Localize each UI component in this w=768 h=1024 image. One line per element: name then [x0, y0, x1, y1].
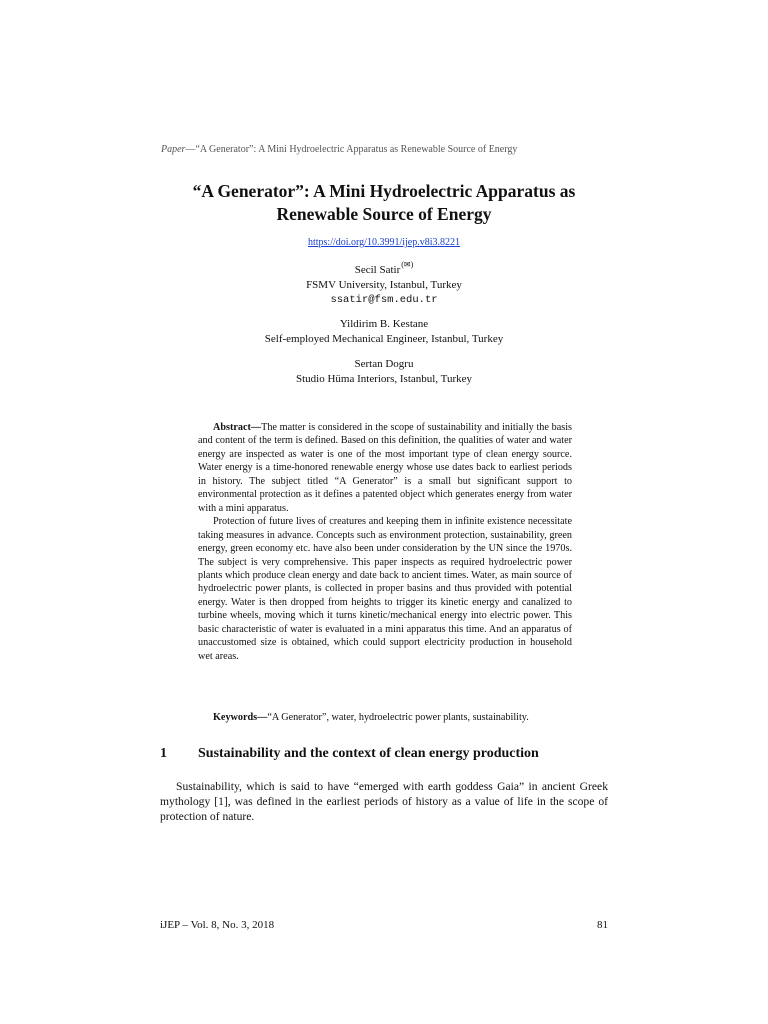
abstract	[198, 421, 572, 663]
section-paragraph: Sustainability, which is said to have “emerged with earth goddess Gaia” in ancient Greek mythology [1], was defined in the earliest periods of history as a value of life in the scope of protection of nature.	[160, 780, 608, 824]
author-2	[184, 317, 584, 347]
abstract-paragraph-1	[198, 421, 572, 515]
abstract-text-1: The matter is considered in the scope of sustainability and initially the basis and content of the term is defined. Based on this definition, the qualities of water and water energy are inspected as water is one of the most important type of clean energy source. Water energy is a time-honored renewable energy whose use dates back to earliest periods in history. The subject titled “A Generator” is a small but significant support to environmental protection as it defines a patented object which generates energy from water with a mini apparatus.	[198, 422, 572, 514]
author-1	[184, 260, 584, 308]
envelope-icon: (✉)	[401, 260, 414, 269]
paper-title-line-2: Renewable Source of Energy	[276, 204, 492, 224]
author-1-email[interactable]: ssatir@fsm.edu.tr	[330, 294, 438, 306]
paper-title	[120, 180, 648, 226]
section-heading	[160, 746, 620, 762]
author-1-name: Secil Satir	[354, 264, 401, 276]
doi	[200, 237, 568, 248]
section-body	[160, 779, 608, 825]
doi-link[interactable]: https://doi.org/10.3991/ijep.v8i3.8221	[307, 237, 461, 248]
footer-page-number: 81	[597, 919, 608, 931]
author-3-name: Sertan Dogru	[354, 358, 414, 370]
keywords-text: “A Generator”, water, hydroelectric power plants, sustainability.	[267, 712, 529, 723]
abstract-label: Abstract—	[213, 422, 262, 433]
running-head-text: —“A Generator”: A Mini Hydroelectric Apparatus as Renewable Source of Energy	[185, 144, 518, 155]
running-head	[161, 144, 641, 155]
author-1-affiliation: FSMV University, Istanbul, Turkey	[306, 279, 462, 291]
paper-title-line-1: “A Generator”: A Mini Hydroelectric Apparatus as	[192, 181, 576, 201]
author-3	[184, 357, 584, 387]
abstract-paragraph-2: Protection of future lives of creatures and keeping them in infinite existence necessitate taking measures in advance. Concepts such as environment protection, sustainability, green energy, green economy etc. have also been under consideration by the UN since the 1970s. The subject is very comprehensive. This paper inspects as required hydroelectric power plants which produce clean energy and date back to ancient times. Water, as main source of hydroelectric power plants, is collected in proper basins and thus provided with potential energy. Water is then dropped from heights to trigger its kinetic energy and canalized to turbine wheels, moving which it turns kinetic/mechanical energy into electric power. This basic characteristic of water is evaluated in a mini apparatus this time. And an apparatus of unaccustomed size is obtained, which could support electricity production in household wet areas.	[198, 516, 572, 662]
keywords	[198, 711, 572, 724]
author-2-name: Yildirim B. Kestane	[339, 318, 429, 330]
section-number: 1	[160, 746, 167, 761]
author-2-affiliation: Self-employed Mechanical Engineer, Istanbul, Turkey	[264, 333, 504, 345]
footer-journal: iJEP – Vol. 8, No. 3, 2018	[160, 919, 275, 931]
section-title: Sustainability and the context of clean energy production	[198, 746, 539, 761]
author-3-affiliation: Studio Hüma Interiors, Istanbul, Turkey	[296, 373, 472, 385]
running-head-prefix: Paper	[161, 144, 186, 155]
keywords-label: Keywords—	[213, 712, 268, 723]
